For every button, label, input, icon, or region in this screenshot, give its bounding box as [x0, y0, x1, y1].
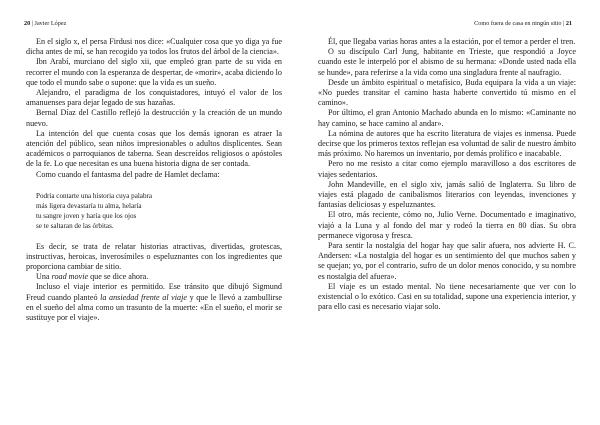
paragraph: Ibn Arabí, murciano del siglo xii, que empleó gran parte de su vida en recorrer el mundo con la esperanza de despertar, de «morir», acaba diciendo lo que todo el mundo sabe o supone: que la vida es un sueño. [26, 57, 282, 87]
verse-line: más ligera devastaría tu alma, helaría [36, 202, 142, 211]
hamlet-quote [36, 191, 282, 232]
paragraph: Incluso el viaje interior es permitido. Ese tránsito que dibujó Sigmund Freud cuando planteó la ansiedad frente al viaje y que le llevó a zambullirse en el sueño del alma como un trasunto de la muerte: «En el sueño, el morir se sustituye por el viaje». [26, 282, 282, 323]
paragraph: La nómina de autores que ha escrito literatura de viajes es inmensa. Puede decirse que los primeros textos reflejan esa voluntad de salir de nuestro ámbito más próximo. No haremos un inventario, por demás prolífico e inacabable. [318, 128, 576, 159]
left-page-number: 20 [24, 20, 31, 27]
paragraph: En el siglo x, el persa Firdusi nos dice: «Cualquier cosa que yo diga ya fue dicha antes de mí, se han recogido ya todos los frutos del árbol de la ciencia». [26, 37, 282, 57]
paragraph: O su discípulo Carl Jung, habitante en Trieste, que respondió a Joyce cuando este le interpeló por el abismo de su hermana: «Donde usted nada ella se hunde», para referirse a la vida como una singladura frente al naufragio. [318, 47, 576, 77]
paragraph: Una road movie que se dice ahora. [36, 272, 149, 282]
header-separator: | [563, 20, 565, 27]
paragraph: Para sentir la nostalgia del hogar hay que salir afuera, nos advierte H. C. Andersen: «La nostalgia del hogar es un sentimiento del que muchos saben y se quejan; yo, por el contrario, sufro de un dolor menos conocido, y su nombre es nostalgia del afuera». [318, 241, 576, 281]
right-page [300, 0, 600, 425]
right-page-body [318, 37, 576, 312]
paragraph: Él, que llegaba varias horas antes a la estación, por el temor a perder el tren. [328, 37, 576, 46]
paragraph: El viaje es un estado mental. No tiene necesariamente que ver con lo existencial o lo exótico. Casi en su totalidad, supone una experiencia interior, y para ello casi es necesario viajar solo. [318, 281, 576, 312]
right-page-number: 21 [565, 20, 572, 27]
paragraph: John Mandeville, en el siglo xiv, jamás salió de Inglaterra. Su libro de viajes está plagado de canibalismos literarios con leyendas, invenciones y fantasías deliciosas y espeluznantes. [318, 179, 576, 210]
paragraph: Pero no me resisto a citar como ejemplo maravilloso a dos escritores de viajes sedentarios. [318, 159, 576, 179]
left-running-header [24, 20, 66, 27]
paragraph: El otro, más reciente, cómo no, Julio Verne. Documentado e imaginativo, viajó a la Luna y al fondo del mar y rodeó la tierra en 80 días. Su obra permanece vigorosa y fresca. [318, 210, 576, 240]
italic-term: road movie [51, 272, 89, 282]
paragraph: Por último, el gran Antonio Machado abunda en lo mismo: «Caminante no hay camino, se hace camino al andar». [318, 108, 576, 128]
paragraph: Bernal Díaz del Castillo reflejó la destrucción y la creación de un mundo nuevo. [26, 108, 282, 128]
paragraph: Es decir, se trata de relatar historias atractivas, divertidas, grotescas, instructivas, heroicas, inverosímiles o espeluznantes con los ingredientes que proporciona cambiar de sitio. [26, 241, 282, 272]
right-running-header [474, 20, 572, 27]
author-name: Javier López [34, 20, 67, 27]
book-title: Como fuera de casa en ningún sitio [474, 20, 562, 27]
verse-line: tu sangre joven y haría que los ojos [36, 212, 137, 221]
left-page-body [26, 37, 282, 323]
header-separator: | [31, 20, 33, 27]
paragraph: La intención del que cuenta cosas que los demás ignoran es atraer la atención del público, sean niños impresionables o adultos displicentes. Sean académicos o parroquianos de taberna. Sean descreídos religiosos o apóstoles de la fe. Lo que necesitan es una buena historia digna de ser contada. [26, 128, 282, 169]
verse-line: Podría contarte una historia cuya palabra [36, 191, 153, 200]
italic-term: la ansiedad frente al viaje [100, 292, 187, 302]
verse-line: se te saltaran de las órbitas. [36, 222, 114, 231]
paragraph: Como cuando el fantasma del padre de Hamlet declama: [36, 169, 220, 179]
paragraph: Alejandro, el paradigma de los conquistadores, intuyó el valor de los amanuenses para dejar legado de sus hazañas. [26, 88, 282, 108]
paragraph: Desde un ámbito espiritual o metafísico, Buda equipara la vida a un viaje: «No puedes transitar el camino hasta haberte convertido tú mismo en el camino». [318, 77, 576, 108]
